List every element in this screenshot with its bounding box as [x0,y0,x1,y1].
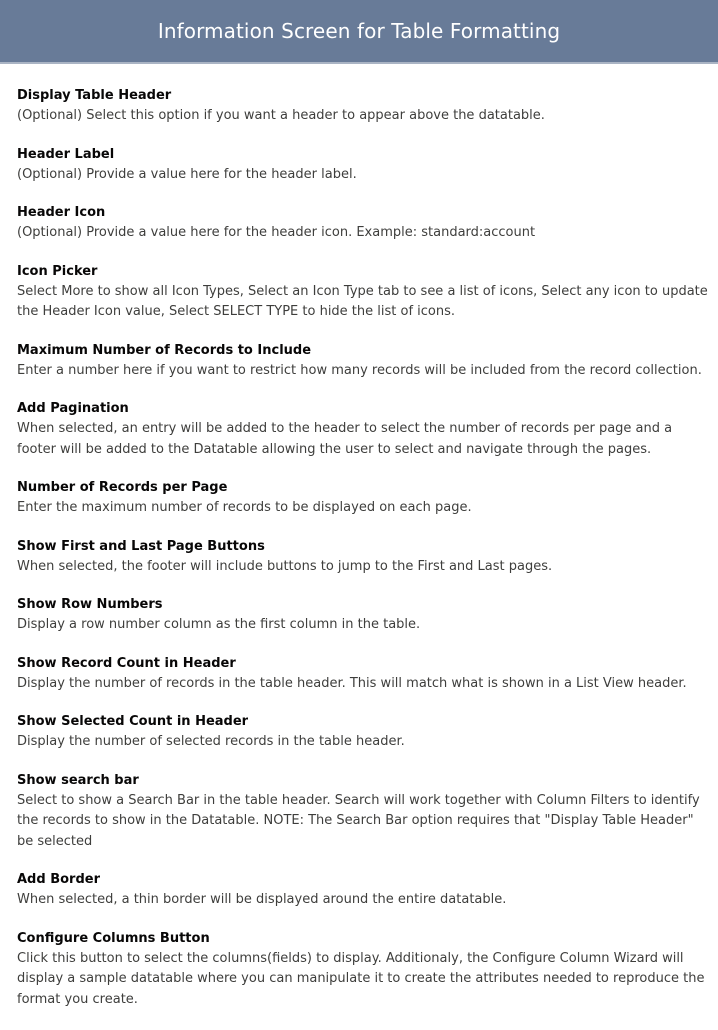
info-section-records-per-page [17,478,708,519]
section-description: (Optional) Provide a value here for the header label. [17,166,357,182]
screen-title: Information Screen for Table Formatting [157,19,561,43]
section-description: Enter the maximum number of records to be displayed on each page. [17,500,472,515]
section-title: Add Border [17,872,100,887]
section-description: (Optional) Select this option if you want a header to appear above the datatable. [17,108,545,123]
info-section-configure-columns [17,929,708,1011]
section-description: (Optional) Provide a value here for the header icon. Example: standard:account [17,225,536,240]
section-description: Enter a number here if you want to restrict how many records will be included from the record collection. [17,362,702,378]
section-title: Icon Picker [17,263,98,279]
info-section-first-last-buttons [17,537,708,578]
section-title: Show First and Last Page Buttons [17,538,265,554]
info-section-header-icon [17,203,708,244]
info-section-add-border [17,870,708,911]
section-description: Select to show a Search Bar in the table header. Search will work together with Column Filters to identify the records to show in the Datatable. NOTE: The Search Bar option requires that "Display Table Header" be selected [17,792,700,849]
info-section-selected-count [17,712,708,753]
section-title: Show search bar [17,772,139,788]
section-title: Display Table Header [17,88,172,103]
info-section-icon-picker [17,262,708,323]
section-title: Header Icon [17,205,106,220]
section-description: When selected, the footer will include buttons to jump to the First and Last pages. [17,558,553,574]
info-section-search-bar [17,771,708,853]
section-description: When selected, a thin border will be displayed around the entire datatable. [17,892,507,907]
section-description: Display a row number column as the first column in the table. [17,617,421,632]
section-description: Display the number of records in the table header. This will match what is shown in a List View header. [17,675,687,691]
section-title: Number of Records per Page [17,480,228,495]
screen-header [0,0,718,64]
section-title: Add Pagination [17,401,129,416]
section-description: Select More to show all Icon Types, Select an Icon Type tab to see a list of icons, Select any icon to update the Header Icon value, Select SELECT TYPE to hide the list of icons. [17,283,708,319]
section-title: Header Label [17,146,115,162]
section-description: When selected, an entry will be added to the header to select the number of records per page and a footer will be added to the Datatable allowing the user to select and navigate through the pages. [17,421,673,457]
info-section-display-table-header [17,86,708,127]
section-title: Show Selected Count in Header [17,714,249,729]
info-section-row-numbers [17,595,708,636]
section-title: Maximum Number of Records to Include [17,342,312,358]
info-section-header-label [17,145,708,186]
section-title: Show Row Numbers [17,597,163,612]
info-content [0,64,718,1010]
section-description: Click this button to select the columns(fields) to display. Additionaly, the Configure Column Wizard will display a sample datatable where you can manipulate it to create the attributes needed to reproduce the format you create. [17,950,705,1007]
info-section-max-records [17,341,708,382]
section-title: Configure Columns Button [17,930,210,946]
section-title: Show Record Count in Header [17,655,236,671]
info-section-add-pagination [17,399,708,460]
section-description: Display the number of selected records in the table header. [17,734,405,749]
info-section-record-count [17,654,708,695]
